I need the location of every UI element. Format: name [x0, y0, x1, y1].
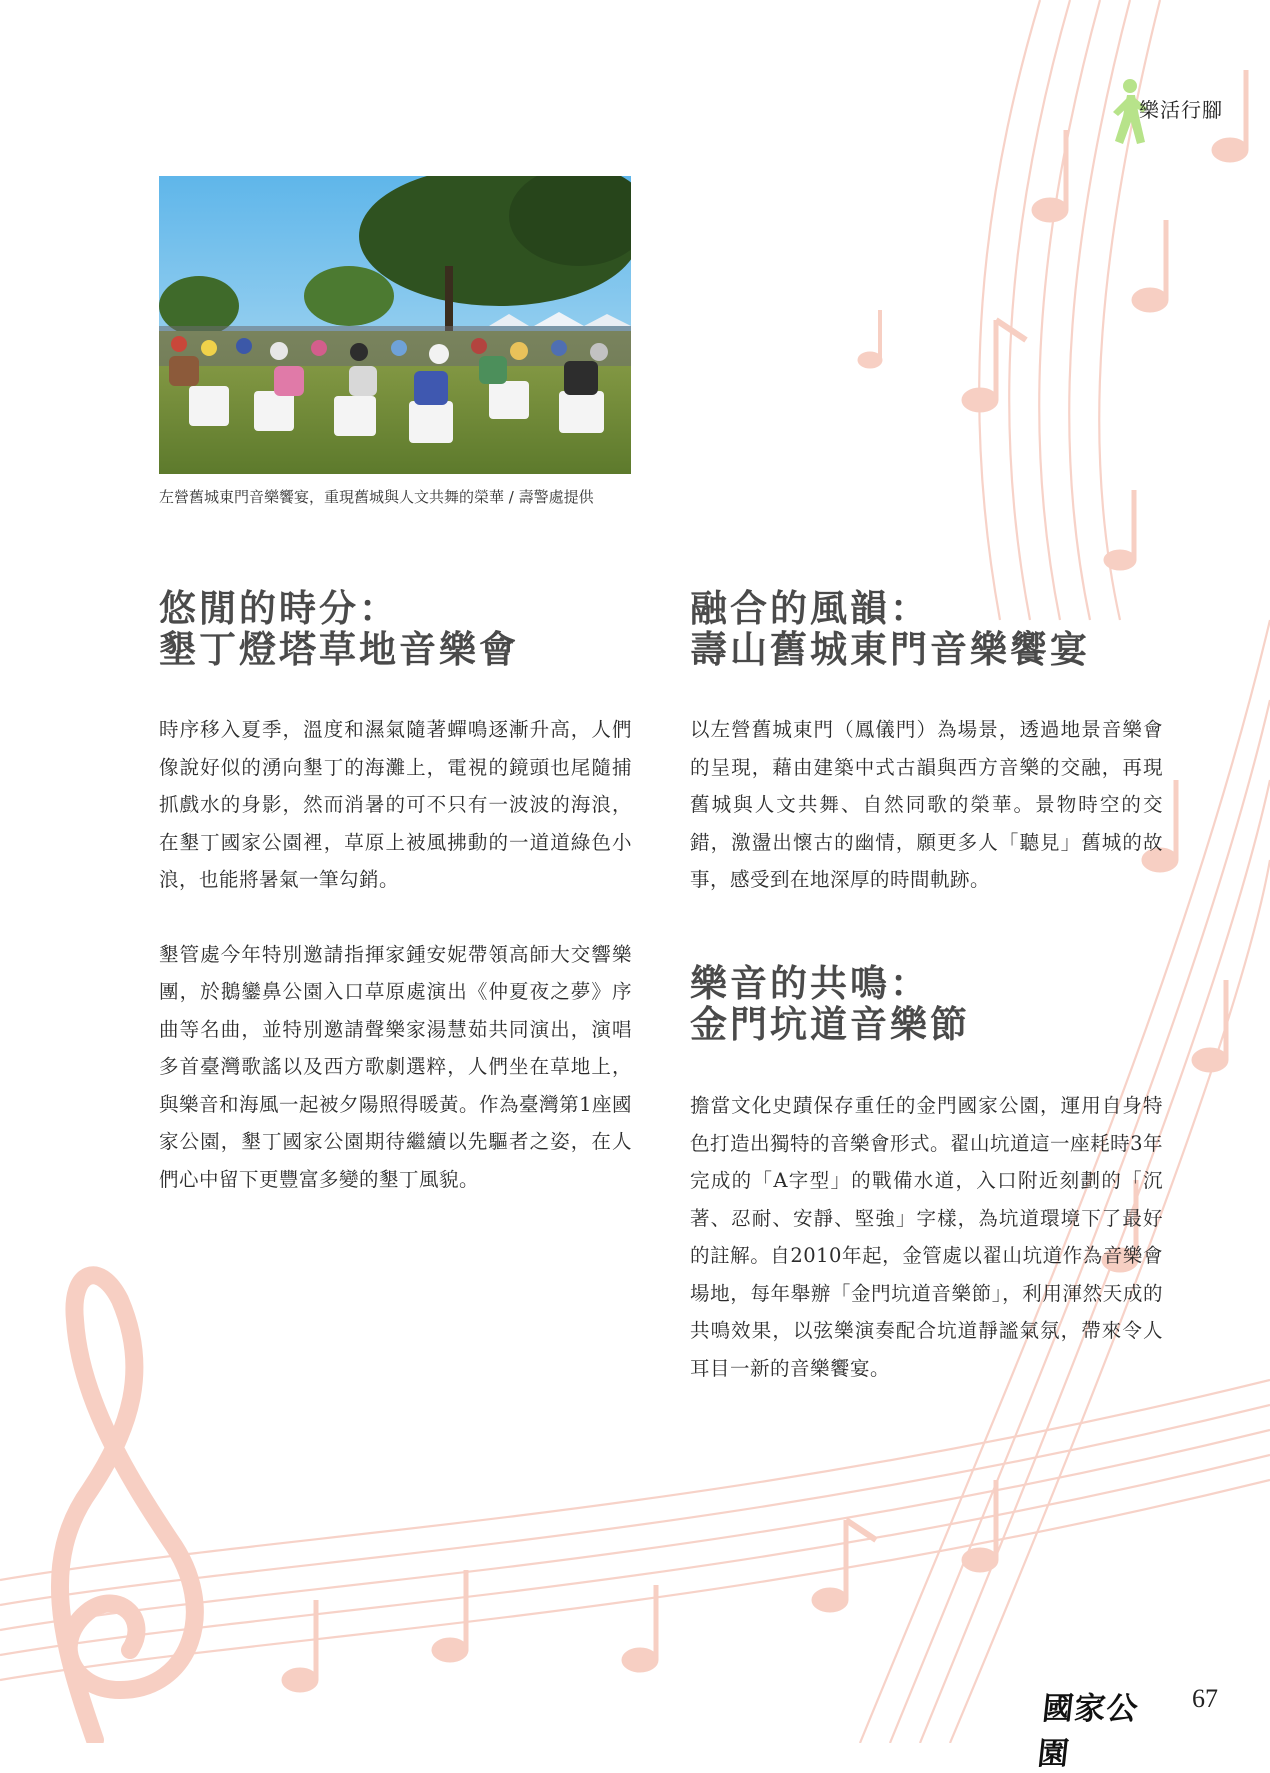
right-heading-1-line1: 融合的風韻： — [690, 586, 930, 630]
page-number: 67 — [1192, 1684, 1218, 1713]
section-tag — [1105, 78, 1245, 148]
right-paragraph-1: 以左營舊城東門（鳳儀門）為場景，透過地景音樂會的呈現，藉由建築中式古韻與西方音樂的交融，再現舊城與人文共舞、自然同歌的榮華。景物時空的交錯，激盪出懷古的幽情，願更多人「聽見」舊城的故事，感受到在地深厚的時間軌跡。 — [690, 718, 1163, 891]
left-body — [159, 711, 632, 1235]
right-body-2 — [690, 1087, 1163, 1424]
right-heading-2 — [690, 963, 1170, 1045]
right-body-1 — [690, 711, 1163, 936]
left-paragraph-1: 時序移入夏季，溫度和濕氣隨著蟬鳴逐漸升高，人們像說好似的湧向墾丁的海灘上，電視的鏡頭也尾隨捕抓戲水的身影，然而消暑的可不只有一波波的海浪，在墾丁國家公園裡，草原上被風拂動的一道道綠色小浪，也能將暑氣一筆勾銷。 — [159, 718, 632, 891]
left-heading-line2: 墾丁燈塔草地音樂會 — [159, 627, 519, 671]
right-heading-2-line1: 樂音的共鳴： — [690, 961, 930, 1005]
concert-photo — [159, 176, 631, 474]
right-heading-1-line2: 壽山舊城東門音樂饗宴 — [690, 627, 1090, 671]
photo-caption: 左營舊城東門音樂饗宴，重現舊城與人文共舞的榮華 / 壽警處提供 — [159, 488, 594, 506]
left-heading-line1: 悠閒的時分： — [159, 586, 399, 630]
right-paragraph-2: 擔當文化史蹟保存重任的金門國家公園，運用自身特色打造出獨特的音樂會形式。翟山坑道這一座耗時3年完成的「A字型」的戰備水道，入口附近刻劃的「沉著、忍耐、安靜、堅強」字樣，為坑道環境下了最好的註解。自2010年起，金管處以翟山坑道作為音樂會場地，每年舉辦「金門坑道音樂節」，利用渾然天成的共鳴效果，以弦樂演奏配合坑道靜謐氣氛，帶來令人耳目一新的音樂饗宴。 — [690, 1094, 1163, 1380]
right-heading-1 — [690, 588, 1170, 670]
right-heading-2-line2: 金門坑道音樂節 — [690, 1002, 970, 1046]
section-label: 樂活行腳 — [1139, 98, 1223, 122]
left-heading — [159, 588, 639, 670]
left-paragraph-2: 墾管處今年特別邀請指揮家鍾安妮帶領高師大交響樂團，於鵝鑾鼻公園入口草原處演出《仲夏夜之夢》序曲等名曲，並特別邀請聲樂家湯慧茹共同演出，演唱多首臺灣歌謠以及西方歌劇選粹，人們坐在草地上，與樂音和海風一起被夕陽照得暖黃。作為臺灣第1座國家公園，墾丁國家公園期待繼續以先驅者之姿，在人們心中留下更豐富多變的墾丁風貌。 — [159, 942, 632, 1191]
magazine-logo: 國家公園 — [1035, 1691, 1141, 1772]
